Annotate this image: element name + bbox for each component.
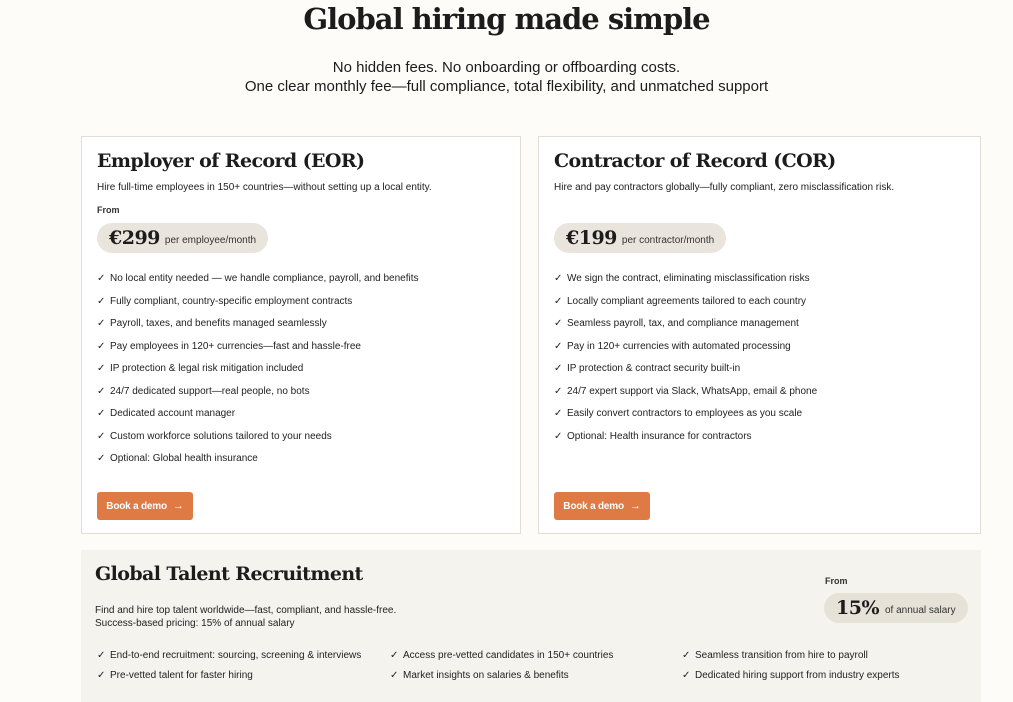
feature-text: Locally compliant agreements tailored to each country	[567, 295, 807, 307]
feature-text: 24/7 dedicated support—real people, no bots	[110, 385, 310, 397]
recruitment-feature	[390, 650, 613, 661]
recruitment-feature	[682, 670, 900, 681]
cor-feature-list	[554, 273, 817, 453]
page-title: Global hiring made simple	[303, 2, 710, 36]
eor-price: €299	[109, 227, 160, 249]
check-icon: ✓	[554, 318, 563, 329]
book-demo-label: Book a demo	[563, 500, 624, 512]
check-icon: ✓	[97, 453, 106, 464]
recruitment-feature	[682, 650, 868, 661]
feature-text: Pre-vetted talent for faster hiring	[110, 670, 253, 681]
cor-price: €199	[566, 227, 617, 249]
check-icon: ✓	[97, 670, 106, 681]
check-icon: ✓	[97, 295, 106, 307]
eor-price-unit: per employee/month	[164, 234, 257, 246]
feature-item	[554, 386, 817, 409]
feature-text: Fully compliant, country-specific employment contracts	[110, 295, 353, 307]
recruitment-price: 15%	[836, 597, 879, 619]
feature-text: Custom workforce solutions tailored to your needs	[110, 430, 332, 442]
recruitment-from-label: From	[825, 576, 848, 586]
check-icon: ✓	[554, 385, 563, 397]
feature-item	[97, 341, 419, 364]
check-icon: ✓	[97, 340, 106, 352]
recruitment-price-pill	[824, 593, 968, 623]
eor-feature-list	[97, 273, 419, 476]
feature-text: 24/7 expert support via Slack, WhatsApp, email & phone	[567, 385, 818, 397]
eor-card	[81, 136, 521, 534]
check-icon: ✓	[554, 295, 563, 307]
check-icon: ✓	[554, 340, 563, 352]
book-demo-label: Book a demo	[106, 500, 167, 512]
check-icon: ✓	[97, 273, 106, 284]
check-icon: ✓	[554, 430, 563, 442]
check-icon: ✓	[390, 670, 399, 681]
recruitment-feature	[390, 670, 569, 681]
arrow-right-icon: →	[629, 500, 641, 512]
recruitment-feature	[97, 650, 361, 661]
check-icon: ✓	[97, 408, 106, 419]
cor-price-pill	[554, 223, 726, 253]
feature-text: Dedicated account manager	[110, 408, 236, 419]
feature-item	[554, 431, 817, 454]
feature-text: Optional: Global health insurance	[110, 453, 258, 464]
check-icon: ✓	[97, 363, 106, 374]
hero-subtitle-line1: No hidden fees. No onboarding or offboarding costs.	[332, 59, 681, 76]
cor-description: Hire and pay contractors globally—fully compliant, zero misclassification risk.	[554, 182, 895, 193]
feature-item	[97, 431, 419, 454]
feature-text: Payroll, taxes, and benefits managed seamlessly	[110, 318, 327, 329]
feature-item	[554, 363, 817, 386]
feature-text: IP protection & contract security built-in	[567, 363, 741, 374]
feature-text: End-to-end recruitment: sourcing, screening & interviews	[110, 650, 362, 661]
feature-item	[97, 453, 419, 476]
feature-text: Easily convert contractors to employees as you scale	[567, 408, 803, 419]
recruitment-description-line1: Find and hire top talent worldwide—fast, compliant, and hassle-free.	[95, 605, 397, 616]
cor-book-demo-button[interactable]	[554, 492, 650, 520]
recruitment-section	[81, 550, 981, 702]
feature-text: Market insights on salaries & benefits	[403, 670, 569, 681]
feature-item	[554, 408, 817, 431]
cor-card	[538, 136, 981, 534]
feature-item	[554, 341, 817, 364]
check-icon: ✓	[682, 650, 691, 661]
feature-item	[554, 296, 817, 319]
feature-text: No local entity needed — we handle compliance, payroll, and benefits	[110, 273, 419, 284]
feature-text: We sign the contract, eliminating misclassification risks	[567, 273, 810, 284]
check-icon: ✓	[97, 650, 106, 661]
feature-text: Seamless payroll, tax, and compliance management	[567, 318, 799, 329]
hero-subtitle-line2: One clear monthly fee—full compliance, total flexibility, and unmatched support	[244, 78, 769, 95]
check-icon: ✓	[97, 430, 106, 442]
eor-book-demo-button[interactable]	[97, 492, 193, 520]
check-icon: ✓	[554, 408, 563, 419]
feature-item	[554, 318, 817, 341]
cor-title: Contractor of Record (COR)	[554, 150, 836, 172]
eor-title: Employer of Record (EOR)	[97, 150, 365, 172]
feature-text: IP protection & legal risk mitigation included	[110, 363, 304, 374]
recruitment-description	[95, 605, 396, 630]
eor-price-pill	[97, 223, 268, 253]
feature-item	[97, 296, 419, 319]
feature-text: Pay in 120+ currencies with automated processing	[567, 340, 791, 352]
recruitment-description-line2: Success-based pricing: 15% of annual salary	[95, 617, 295, 629]
check-icon: ✓	[682, 670, 691, 681]
cor-price-unit: per contractor/month	[621, 234, 715, 246]
feature-item	[97, 386, 419, 409]
feature-item	[554, 273, 817, 296]
recruitment-feature	[97, 670, 253, 681]
check-icon: ✓	[97, 318, 106, 329]
feature-item	[97, 318, 419, 341]
arrow-right-icon: →	[172, 500, 184, 512]
eor-description: Hire full-time employees in 150+ countries—without setting up a local entity.	[97, 182, 432, 193]
feature-text: Access pre-vetted candidates in 150+ countries	[403, 650, 614, 661]
check-icon: ✓	[554, 363, 563, 374]
check-icon: ✓	[97, 385, 106, 397]
feature-text: Seamless transition from hire to payroll	[695, 650, 868, 661]
feature-item	[97, 363, 419, 386]
recruitment-price-unit: of annual salary	[885, 604, 956, 616]
recruitment-title: Global Talent Recruitment	[95, 563, 363, 585]
feature-text: Pay employees in 120+ currencies—fast and hassle-free	[110, 340, 361, 352]
check-icon: ✓	[554, 273, 563, 284]
eor-from-label: From	[97, 205, 120, 215]
check-icon: ✓	[390, 650, 399, 661]
feature-text: Optional: Health insurance for contractors	[567, 430, 752, 442]
feature-item	[97, 273, 419, 296]
feature-text: Dedicated hiring support from industry experts	[695, 670, 900, 681]
feature-item	[97, 408, 419, 431]
